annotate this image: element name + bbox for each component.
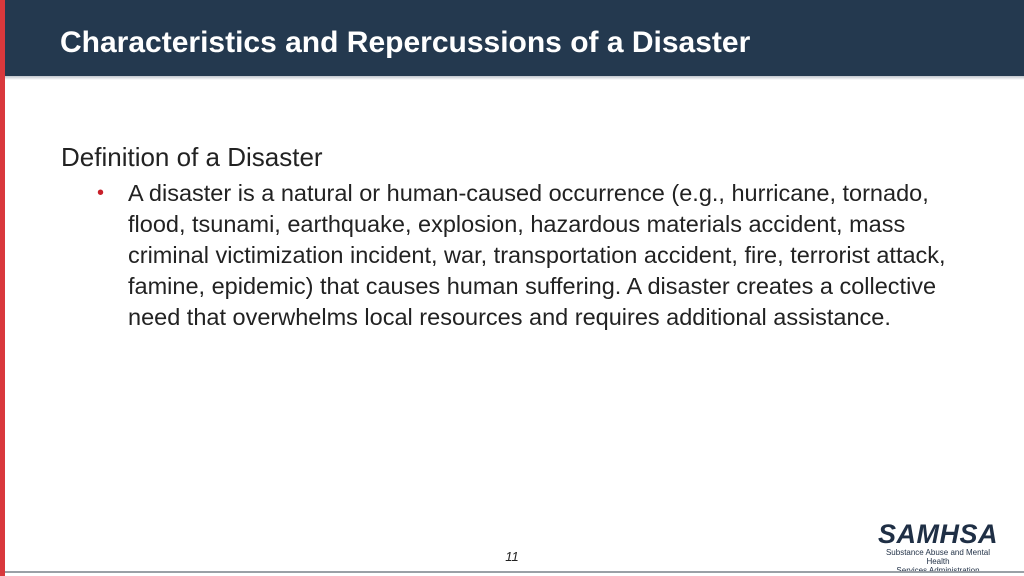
- samhsa-logo: [878, 520, 998, 570]
- bottom-rule: [5, 571, 1024, 573]
- logo-wordmark: SAMHSA: [878, 519, 999, 549]
- bullet-text: A disaster is a natural or human-caused occurrence (e.g., hurricane, tornado, flood, tsunami, earthquake, explosion, hazardous materials accident, mass criminal victimization incident, war, transportation accident, fire, terrorist attack, famine, epidemic) that causes human suffering. A disaster creates a collective need that overwhelms local resources and requires additional assistance.: [128, 180, 946, 330]
- bullet-item: [61, 178, 991, 333]
- bullet-dot-icon: •: [97, 182, 105, 204]
- slide-title: Characteristics and Repercussions of a Disaster: [60, 26, 751, 59]
- slide-content: [61, 140, 991, 333]
- section-heading: Definition of a Disaster: [61, 142, 323, 172]
- left-accent-bar: [0, 0, 5, 576]
- logo-subtitle-line1: Substance Abuse and Mental Health: [885, 548, 991, 566]
- page-number: 11: [505, 549, 519, 564]
- bullet-list: [61, 178, 991, 333]
- title-bar-shadow: [5, 76, 1024, 80]
